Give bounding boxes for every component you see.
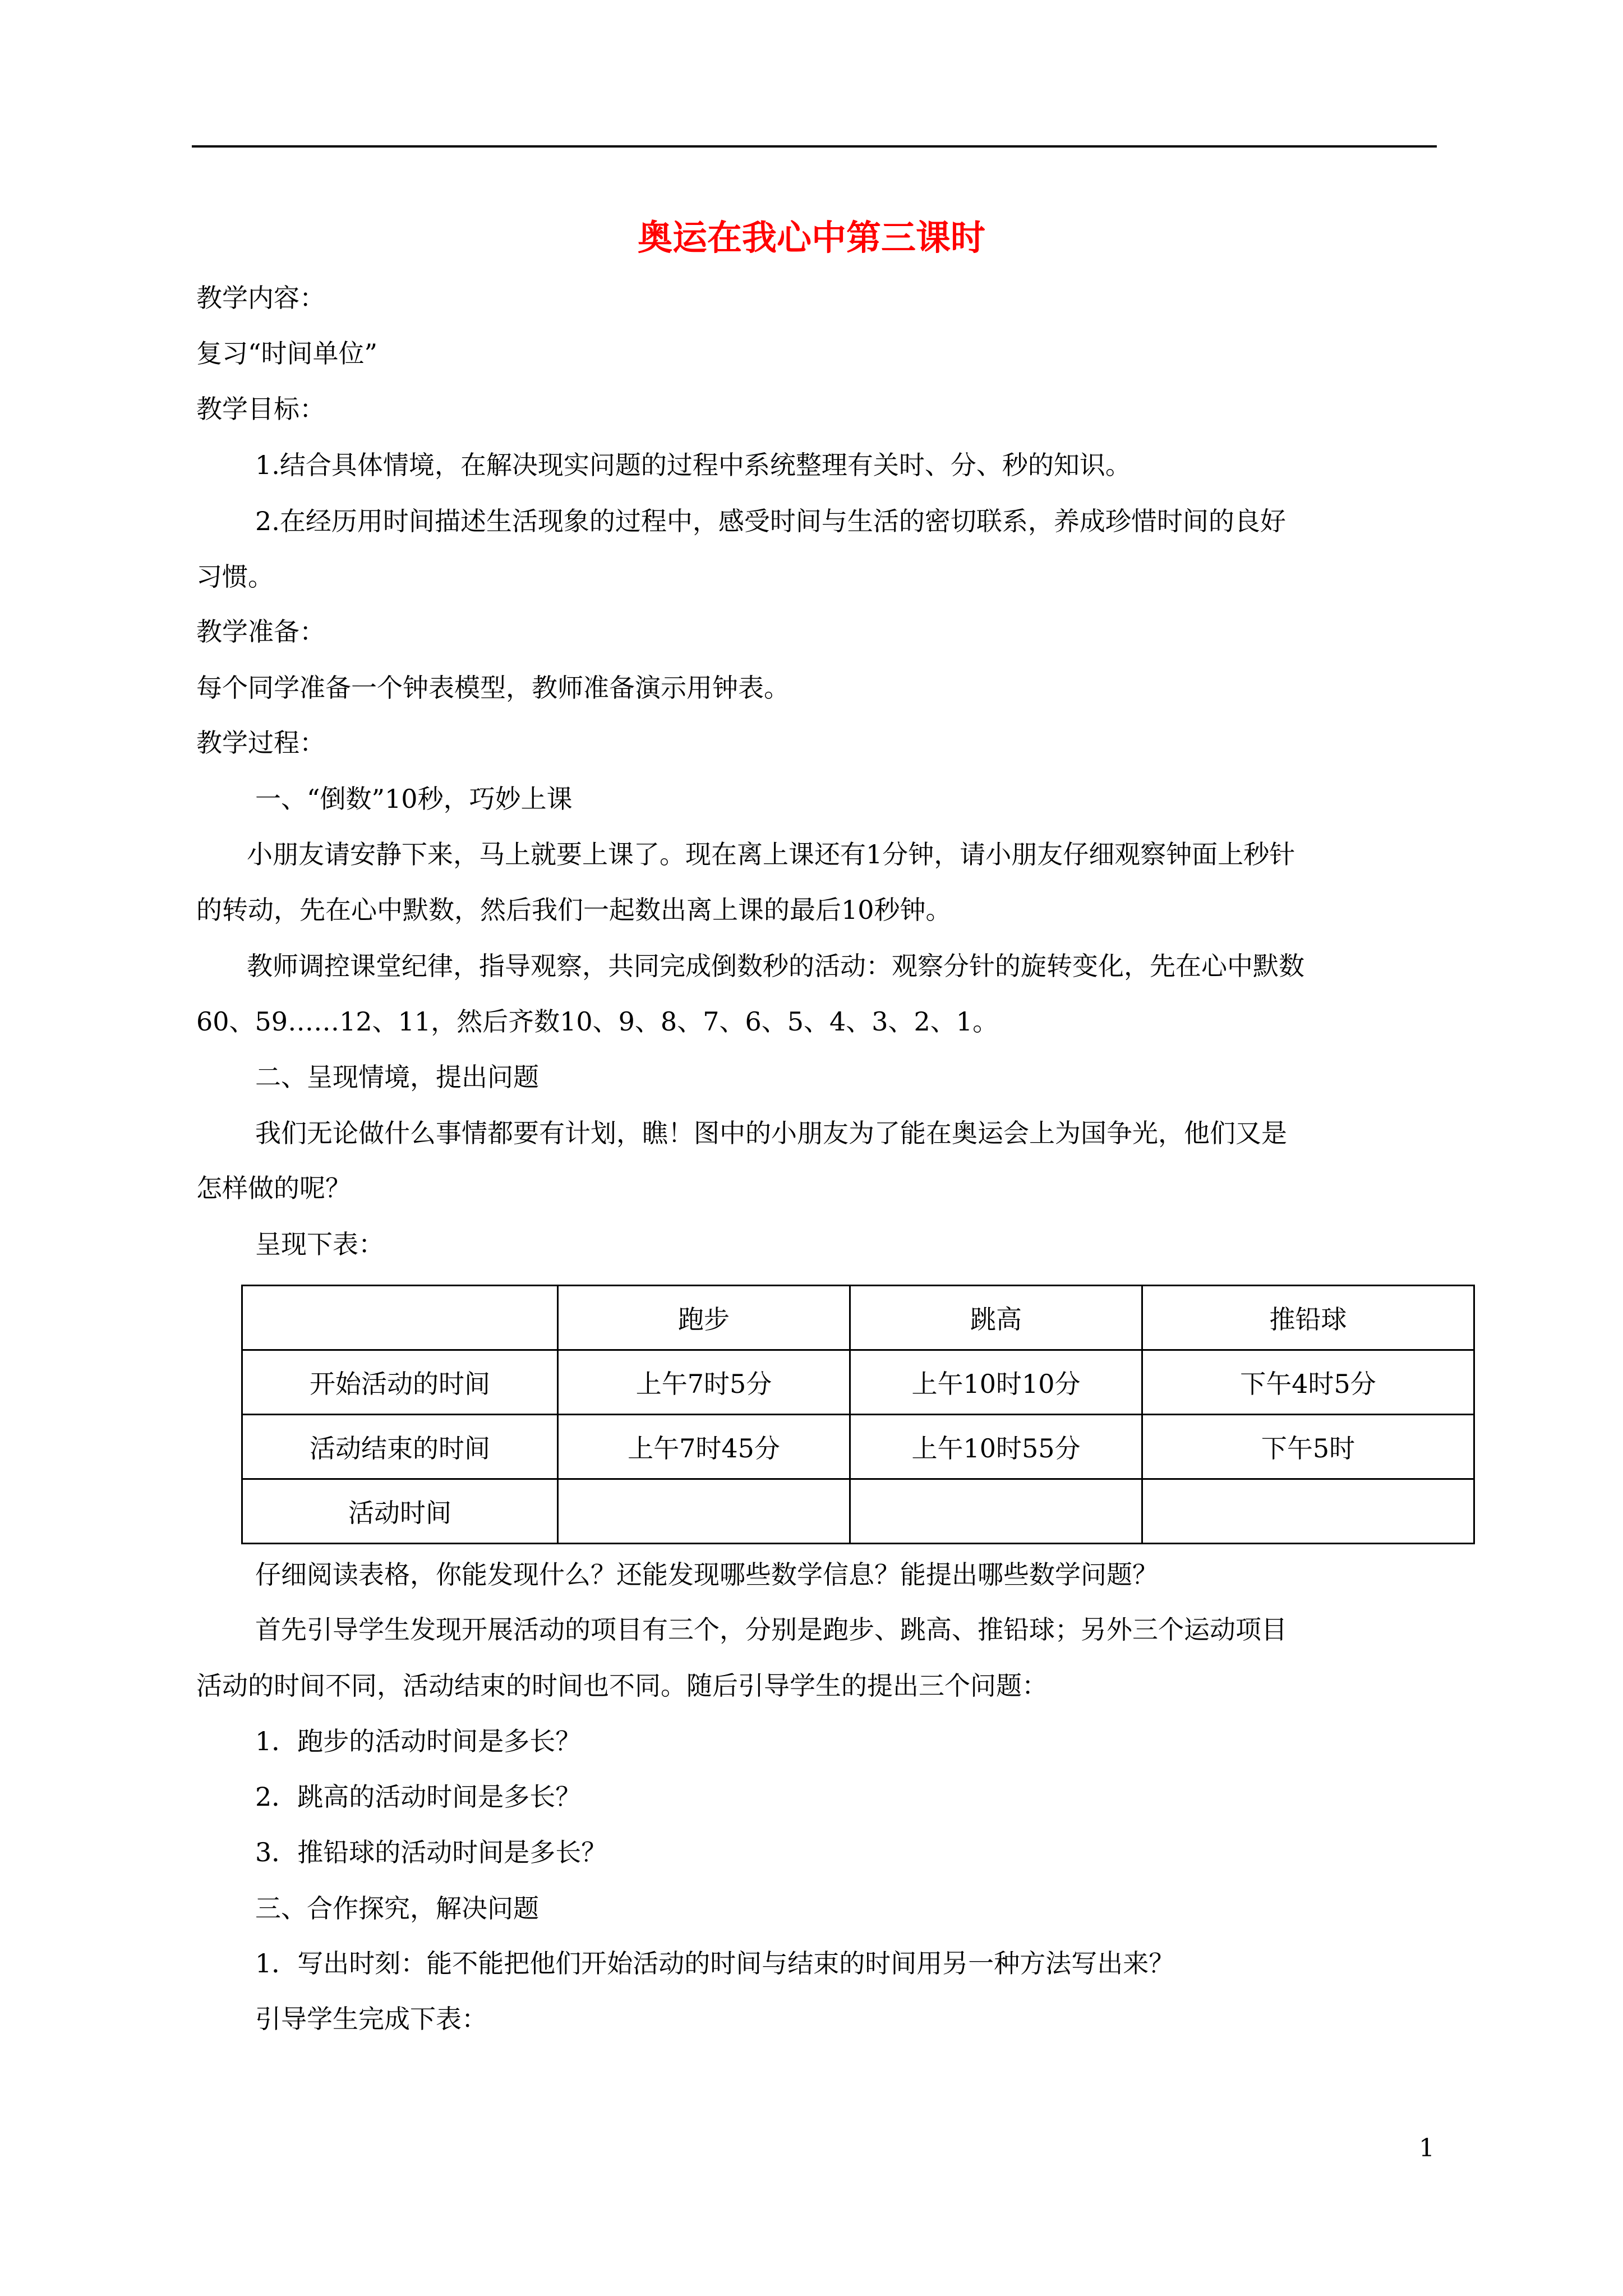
- table-header-cell: 跳高: [850, 1286, 1142, 1350]
- text-line: 首先引导学生发现开展活动的项目有三个，分别是跑步、跳高、推铅球；另外三个运动项目: [255, 1614, 1287, 1645]
- table-row: [242, 1350, 1474, 1415]
- section-heading: 一、“倒数”10秒，巧妙上课: [255, 784, 573, 814]
- text-line: 仔细阅读表格，你能发现什么？还能发现哪些数学信息？能提出哪些数学问题？: [255, 1559, 1158, 1590]
- table-cell: 上午7时5分: [558, 1350, 850, 1415]
- text-line: 每个同学准备一个钟表模型，教师准备演示用钟表。: [196, 673, 790, 703]
- text-line: 60、59……12、11，然后齐数10、9、8、7、6、5、4、3、2、1。: [196, 1006, 999, 1037]
- table-cell: 活动时间: [242, 1479, 558, 1544]
- text-line: 我们无论做什么事情都要有计划，瞧！图中的小朋友为了能在奥运会上为国争光，他们又是: [255, 1118, 1287, 1148]
- list-item: 2．跳高的活动时间是多长？: [255, 1782, 582, 1812]
- text-line: 2.在经历用时间描述生活现象的过程中，感受时间与生活的密切联系，养成珍惜时间的良好: [255, 506, 1286, 536]
- text-line: 的转动，先在心中默数，然后我们一起数出离上课的最后10秒钟。: [196, 895, 952, 925]
- table-header-cell: [242, 1286, 558, 1350]
- text-line: 呈现下表：: [255, 1229, 384, 1259]
- table-cell: 上午10时10分: [850, 1350, 1142, 1415]
- text-line: 引导学生完成下表：: [255, 2004, 487, 2034]
- table-cell: [1142, 1479, 1474, 1544]
- text-line: 怎样做的呢？: [196, 1173, 351, 1203]
- table-cell: [850, 1479, 1142, 1544]
- text-line: 1．写出时刻：能不能把他们开始活动的时间与结束的时间用另一种方法写出来？: [255, 1948, 1175, 1978]
- list-item: 1．跑步的活动时间是多长？: [255, 1726, 582, 1756]
- text-line: 教学准备：: [196, 616, 325, 647]
- text-line: 活动的时间不同，活动结束的时间也不同。随后引导学生的提出三个问题：: [196, 1671, 1048, 1701]
- table-header-cell: 跑步: [558, 1286, 850, 1350]
- text-line: 复习“时间单位”: [196, 338, 378, 369]
- table-cell: 上午10时55分: [850, 1415, 1142, 1479]
- table-cell: 上午7时45分: [558, 1415, 850, 1479]
- text-line: 习惯。: [196, 562, 274, 592]
- text-line: 小朋友请安静下来，马上就要上课了。现在离上课还有1分钟，请小朋友仔细观察钟面上秒针: [247, 839, 1295, 869]
- table-cell: 开始活动的时间: [242, 1350, 558, 1415]
- text-line: 教学过程：: [196, 728, 325, 758]
- table-cell: 活动结束的时间: [242, 1415, 558, 1479]
- table-row: [242, 1479, 1474, 1544]
- table-cell: 下午5时: [1142, 1415, 1474, 1479]
- table-header-row: [242, 1286, 1474, 1350]
- list-item: 3．推铅球的活动时间是多长？: [255, 1837, 607, 1867]
- text-line: 教学内容：: [196, 283, 325, 313]
- page-number: 1: [1419, 2134, 1435, 2162]
- section-heading: 三、合作探究，解决问题: [255, 1893, 539, 1924]
- table-row: [242, 1415, 1474, 1479]
- page-title: 奥运在我心中第三课时: [637, 217, 985, 258]
- table-cell: 下午4时5分: [1142, 1350, 1474, 1415]
- table-cell: [558, 1479, 850, 1544]
- header-rule: [192, 145, 1437, 148]
- text-line: 教学目标：: [196, 394, 325, 424]
- text-line: 教师调控课堂纪律，指导观察，共同完成倒数秒的活动：观察分针的旋转变化，先在心中默数: [247, 951, 1304, 981]
- section-heading: 二、呈现情境，提出问题: [255, 1062, 539, 1092]
- activity-time-table: [241, 1285, 1475, 1544]
- table-header-cell: 推铅球: [1142, 1286, 1474, 1350]
- text-line: 1.结合具体情境，在解决现实问题的过程中系统整理有关时、分、秒的知识。: [255, 450, 1131, 480]
